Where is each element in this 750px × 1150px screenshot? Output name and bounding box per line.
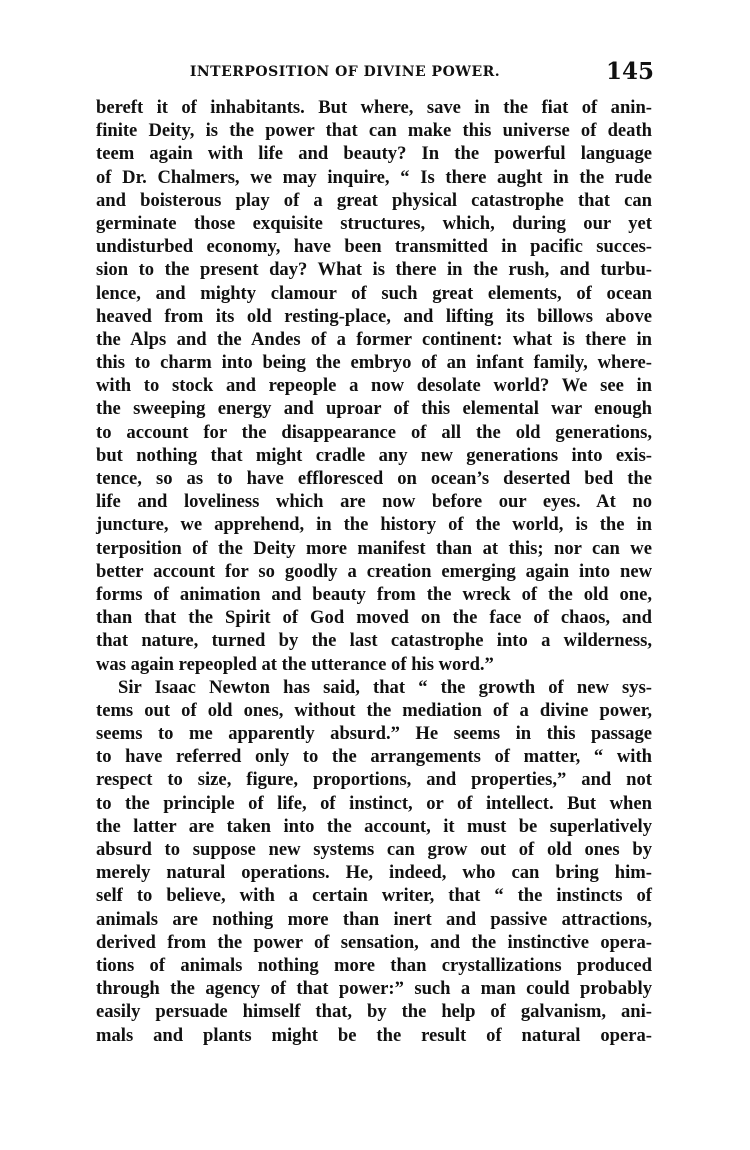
text-line: and boisterous play of a great physical catastrophe that can (96, 189, 652, 211)
text-line: that nature, turned by the last catastrophe into a wilderness, (96, 630, 652, 652)
text-line: forms of animation and beauty from the wreck of the old one, (96, 583, 652, 605)
text-line: lence, and mighty clamour of such great elements, of ocean (96, 282, 652, 304)
text-line: tems out of old ones, without the mediation of a divine power, (96, 699, 652, 721)
text-line: the Alps and the Andes of a former continent: what is there in (96, 328, 652, 350)
text-line: through the agency of that power:” such a man could probably (96, 978, 652, 1000)
text-line: merely natural operations. He, indeed, who can bring him- (96, 862, 652, 884)
text-line: the sweeping energy and uproar of this elemental war enough (96, 398, 652, 420)
text-line: derived from the power of sensation, and the instinctive opera- (96, 931, 652, 953)
page-footer (96, 1130, 654, 1144)
text-line: this to charm into being the embryo of an infant family, where- (96, 352, 652, 374)
running-head: INTERPOSITION OF DIVINE POWER. (189, 64, 501, 80)
text-line: germinate those exquisite structures, which, during our yet (96, 212, 652, 234)
text-line: bereft it of inhabitants. But where, save in the fiat of anin- (96, 97, 652, 118)
text-line: to account for the disappearance of all the old generations, (96, 421, 652, 443)
text-line: life and loveliness which are now before our eyes. At no (96, 491, 652, 513)
page-number: 145 (605, 58, 654, 85)
text-line: animals are nothing more than inert and passive attractions, (96, 908, 652, 930)
paragraph (96, 96, 652, 676)
text-line: undisturbed economy, have been transmitted in pacific succes- (96, 236, 652, 258)
text-line: mals and plants might be the result of natural opera- (96, 1024, 652, 1046)
text-line: finite Deity, is the power that can make this universe of death (96, 120, 652, 142)
text-line: tions of animals nothing more than crystallizations produced (96, 954, 652, 976)
text-line: the latter are taken into the account, it must be superlatively (96, 815, 652, 837)
text-line: absurd to suppose new systems can grow out of old ones by (96, 839, 652, 860)
text-line: to the principle of life, of instinct, or of intellect. But when (96, 792, 652, 814)
text-line: teem again with life and beauty? In the powerful language (96, 143, 652, 165)
text-line: was again repeopled at the utterance of his word.” (96, 653, 494, 675)
text-line: terposition of the Deity more manifest than at this; nor can we (96, 537, 652, 559)
body-text (96, 96, 652, 1047)
text-line: seems to me apparently absurd.” He seems in this passage (96, 723, 652, 745)
text-line: better account for so goodly a creation emerging again into new (96, 560, 652, 582)
text-line: with to stock and repeople a now desolate world? We see in (96, 375, 652, 397)
text-line: Sir Isaac Newton has said, that “ the growth of new sys- (118, 676, 652, 698)
text-line: self to believe, with a certain writer, that “ the instincts of (96, 885, 652, 907)
text-line: juncture, we apprehend, in the history of the world, is the in (96, 514, 652, 536)
text-line: respect to size, figure, proportions, and properties,” and not (96, 769, 652, 791)
text-line: sion to the present day? What is there in the rush, and turbu- (96, 259, 652, 281)
text-line: but nothing that might cradle any new generations into exis- (96, 444, 652, 466)
text-line: tence, so as to have effloresced on ocean’s deserted bed the (96, 468, 652, 489)
text-line: heaved from its old resting-place, and lifting its billows above (96, 305, 652, 327)
text-line: of Dr. Chalmers, we may inquire, “ Is there aught in the rude (96, 166, 652, 188)
paragraph (96, 676, 652, 1047)
page-header (96, 58, 654, 88)
text-line: than that the Spirit of God moved on the face of chaos, and (96, 607, 652, 629)
text-line: to have referred only to the arrangements of matter, “ with (96, 746, 652, 768)
text-line: easily persuade himself that, by the help of galvanism, ani- (96, 1001, 652, 1023)
